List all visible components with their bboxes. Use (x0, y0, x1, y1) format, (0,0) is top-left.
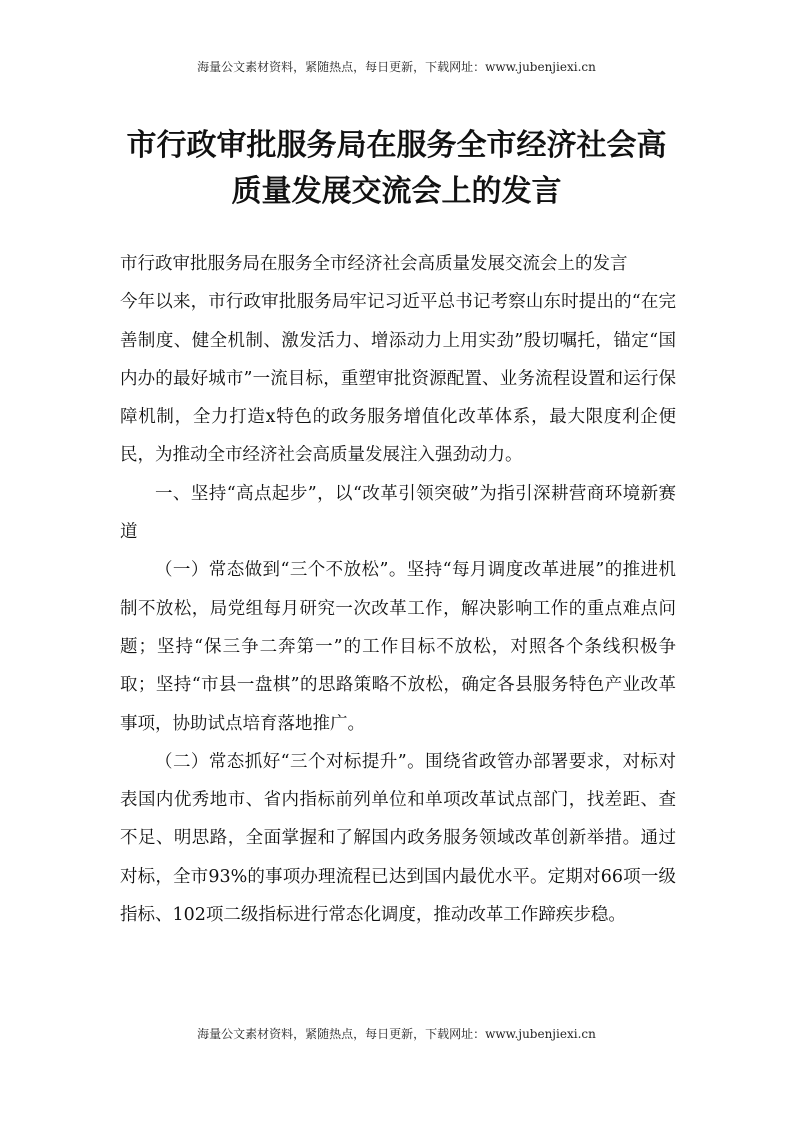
document-title-line-1: 市行政审批服务局在服务全市经济社会高 (126, 128, 667, 163)
paragraph-subtitle: 市行政审批服务局在服务全市经济社会高质量发展交流会上的发言 (120, 254, 628, 274)
document-body (120, 245, 676, 934)
paragraph-item-1: （一）常态做到“三个不放松”。坚持“每月调度改革进展”的推进机制不放松，局党组每月研究一次改革工作，解决影响工作的重点难点问题；坚持“保三争二奔第一”的工作目标不放松，对照各个条线积极争取；坚持“市县一盘棋”的思路策略不放松，确定各县服务特色产业改革事项，协助试点培育落地推广。 (120, 560, 676, 734)
paragraph-intro: 今年以来，市行政审批服务局牢记习近平总书记考察山东时提出的“在完善制度、健全机制、激发活力、增添动力上用实劲”殷切嘱托，锚定“国内办的最好城市”一流目标，重塑审批资源配置、业务流程设置和运行保障机制，全力打造x特色的政务服务增值化改革体系，最大限度利企便民，为推动全市经济社会高质量发展注入强劲动力。 (120, 292, 676, 466)
section-heading-1: 一、坚持“高点起步”，以“改革引领突破”为指引深耕营商环境新赛道 (120, 483, 676, 543)
page-footer: 海量公文素材资料，紧随热点，每日更新，下载网址：www.jubenjiexi.cn (197, 1027, 596, 1041)
paragraph-item-2: （二）常态抓好“三个对标提升”。围绕省政管办部署要求，对标对表国内优秀地市、省内指标前列单位和单项改革试点部门，找差距、查不足、明思路，全面掌握和了解国内政务服务领域改革创新举措。通过对标，全市93%的事项办理流程已达到国内最优水平。定期对66项一级指标、102项二级指标进行常态化调度，推动改革工作蹄疾步稳。 (120, 751, 676, 926)
document-title-line-2: 质量发展交流会上的发言 (231, 174, 562, 209)
page-header: 海量公文素材资料，紧随热点，每日更新，下载网址：www.jubenjiexi.cn (197, 60, 596, 74)
